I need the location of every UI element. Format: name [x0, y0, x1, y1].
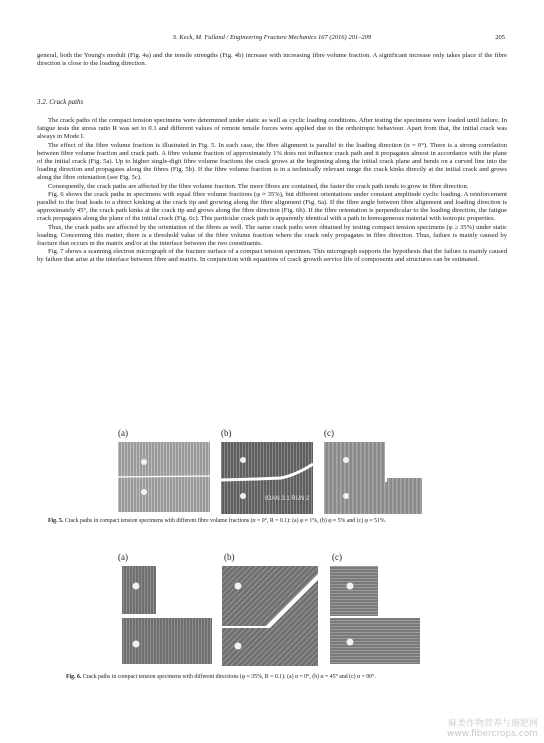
fig6a-specimen-upper [122, 566, 156, 614]
fig6-label-a: (a) [118, 552, 128, 562]
fig5-label-c: (c) [324, 428, 334, 438]
figure-6 [0, 548, 544, 688]
figure-5-caption-label: Fig. 5. [48, 518, 64, 524]
fig6b-hole-bottom [235, 643, 242, 650]
figure-5-caption-text: Crack paths in compact tension specimens with different fibre volume fractions (α = 0°, R = 0.1): (a) φ ≈ 1%, (b) φ ≈ 5% and (c) φ ≈ 51%. [64, 518, 387, 524]
paragraph-2: The effect of the fibre volume fraction is illustrated in Fig. 5. In each case, the fibre alignment is parallel to the loading direction (α = 0°). There is a strong correlation between fibre volume fraction and crack path. A fibre volume fraction of approximately 1% does not influence crack path and it propagates almost in accordance with the plane of the initial crack (Fig. 5a). Up to higher single-digit fibre volume fractions the crack grows at the beginning along the initial crack plane and bends on a curved line into the loading direction and propagates along the fibres (Fig. 5b). If the fibre volume fraction is in a technically relevant range the crack kinks directly at the initial crack and grows along the fibre orientation (see Fig. 5c). [37, 141, 507, 182]
fig6a-hole-bottom [133, 641, 140, 648]
fig6b-hole-top [235, 583, 242, 590]
fig5b-photo-text: IOAN 3.1 RUN 2 [265, 496, 310, 502]
fig5c-specimen-lower [324, 478, 422, 514]
fig6c-photo [330, 566, 420, 664]
section-body [37, 117, 507, 265]
fig6a-gap [156, 566, 212, 618]
paragraph-5: Thus, the crack paths are affected by the orientation of the fibres as well. The same crack paths were obtained by testing compact tension specimens (φ ≥ 35%) under static loading. Concerning this matter, there is a threshold value of the fibre volume fraction where the crack only propagates in fibre direction. Thus, failure is mainly caused by fracture that occurs in the matrix and/or at the interface between the two constituents. [37, 223, 507, 248]
fig5c-specimen-upper [324, 442, 386, 484]
fig5a-hole-top [141, 459, 147, 465]
fig6c-specimen-lower [330, 618, 420, 664]
figure-6-caption-text: Crack paths in compact tension specimens with different directions (φ ≈ 35%, R = 0.1): (a) α = 0°, (b) α = 45° and (c) α = 90°. [82, 674, 376, 680]
figure-6-caption-label: Fig. 6. [66, 674, 82, 680]
fig5-label-a: (a) [118, 428, 128, 438]
fig6a-hole-top [133, 583, 140, 590]
figure-5-caption [48, 518, 386, 524]
fig5b-hole-bottom [240, 493, 246, 499]
watermark-line-1: 麻类作物营养与施肥网 [447, 719, 538, 729]
intro-text: general, both the Young's moduli (Fig. 4a) and the tensile strengths (Fig. 4b) increase with increasing fibre volume fraction. A significant increase only takes place if the fibre direction is close to the loading direction. [37, 52, 507, 68]
figure-5 [0, 420, 544, 540]
fig6c-specimen-upper [330, 566, 378, 616]
section-title: 3.2. Crack paths [37, 98, 84, 106]
paragraph-4: Fig. 6 shows the crack paths in specimens with equal fibre volume fractions (φ ≈ 35%), but different orientations under constant amplitude cyclic loading. A reinforcement parallel to the load leads to a direct kinking at the crack tip and growing along the fibre alignment (Fig. 6a). If the fibre angle between fibre alignment and loading direction is approximately 45°, the crack path kinks at the crack tip and grows along the fibre direction (Fig. 6b). If the fibre orientation is perpendicular to the loading direction, the fatigue crack propagates along the plane of the initial crack (Fig. 6c). This particular crack path is apparently identical with a path in homogeneous material with isotropic properties. [37, 190, 507, 223]
fig5c-hole-bottom [343, 493, 349, 499]
fig6-label-b: (b) [224, 552, 235, 562]
fig5c-hole-top [343, 457, 349, 463]
fig5a-photo [118, 442, 210, 512]
watermark-line-2: www.fibercrops.com [447, 729, 538, 739]
fig5-label-b: (b) [221, 428, 232, 438]
fig5a-hole-bottom [141, 489, 147, 495]
paragraph-6: Fig. 7 shows a scanning electron micrograph of the fracture surface of a compact tension specimen. This micrograph supports the hypothesis that the failure is mainly caused by failure that arise at the interface between fibre and matrix. In conjunction with equations of crack growth service life of components and structures can be estimated. [37, 248, 507, 264]
fig6b-photo [222, 566, 322, 666]
figure-6-caption [66, 674, 376, 680]
paragraph-1: The crack paths of the compact tension specimens were determined under static as well as cyclic loading conditions. After testing the specimens were loaded until failure. In fatigue tests the stress ratio R was set to 0.1 and different values of remote tensile forces were applied due to the orthotropic behaviour. Apart from that, the initial crack was always in Mode I. [37, 117, 507, 141]
intro-paragraph [37, 52, 507, 68]
fig6c-hole-bottom [347, 639, 354, 646]
fig5b-photo [221, 442, 313, 514]
page-number: 205 [495, 34, 505, 41]
watermark [447, 719, 538, 739]
paragraph-3: Consequently, the crack paths are affected by the fibre volume fraction. The more fibres are contained, the faster the crack path tends to grow in fibre direction. [48, 182, 469, 190]
fig6a-photo [114, 566, 212, 664]
running-title: S. Keck, M. Fulland / Engineering Fracture Mechanics 167 (2016) 201–209 [172, 34, 372, 41]
fig5b-hole-top [240, 457, 246, 463]
fig6-label-c: (c) [332, 552, 342, 562]
fig5c-photo [324, 442, 422, 514]
fig6c-hole-top [347, 583, 354, 590]
